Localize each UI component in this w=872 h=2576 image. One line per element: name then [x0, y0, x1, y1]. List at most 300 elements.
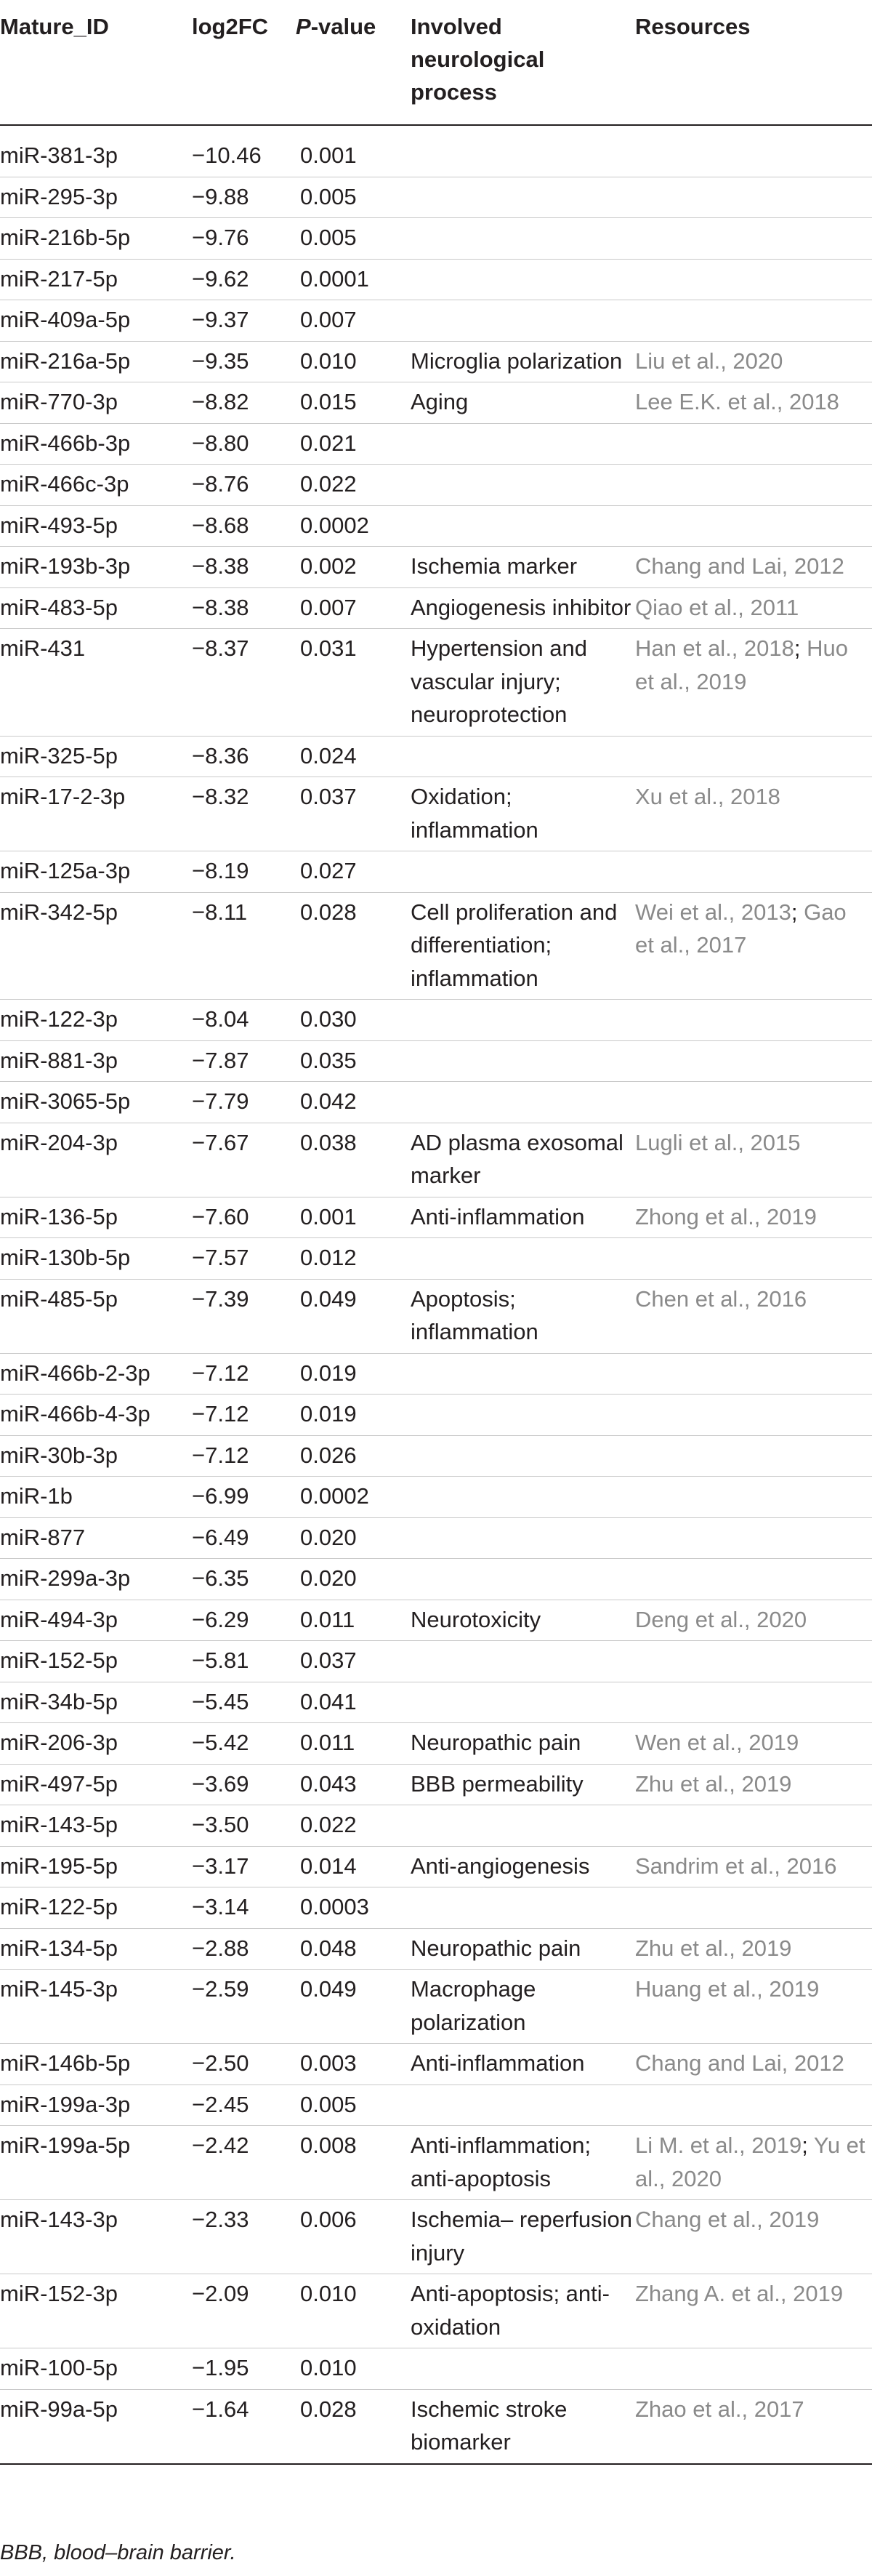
reference-link[interactable]: Deng et al., 2020 [635, 1606, 807, 1632]
reference-link[interactable]: Wei et al., 2013 [635, 899, 791, 925]
pvalue-cell: 0.020 [296, 1517, 411, 1559]
process-cell: Ischemia marker [411, 547, 635, 588]
mature-id-cell: miR-195-5p [0, 1846, 192, 1887]
log2fc-cell: −8.68 [192, 505, 296, 547]
log2fc-cell: −7.60 [192, 1197, 296, 1238]
log2fc-cell: −2.88 [192, 1928, 296, 1970]
resources-cell [635, 892, 872, 1000]
mature-id-cell: miR-466b-2-3p [0, 1353, 192, 1395]
log2fc-cell: −8.80 [192, 423, 296, 465]
table-row [0, 1517, 872, 1559]
pvalue-cell: 0.0002 [296, 505, 411, 547]
pvalue-cell: 0.021 [296, 423, 411, 465]
resources-cell [635, 177, 872, 218]
resources-cell [635, 2044, 872, 2085]
process-cell: Microglia polarization [411, 341, 635, 382]
mature-id-cell: miR-134-5p [0, 1928, 192, 1970]
pvalue-cell: 0.0001 [296, 259, 411, 300]
mature-id-cell: miR-17-2-3p [0, 777, 192, 851]
mature-id-cell: miR-342-5p [0, 892, 192, 1000]
mature-id-cell: miR-99a-5p [0, 2389, 192, 2464]
resources-cell [635, 1600, 872, 1641]
mature-id-cell: miR-483-5p [0, 587, 192, 629]
pvalue-cell: 0.037 [296, 777, 411, 851]
header-process: Involved neurological process [411, 0, 635, 125]
mature-id-cell: miR-152-5p [0, 1641, 192, 1682]
process-cell [411, 1641, 635, 1682]
log2fc-cell: −8.38 [192, 587, 296, 629]
log2fc-cell: −7.67 [192, 1123, 296, 1197]
resources-cell [635, 1641, 872, 1682]
log2fc-cell: −7.87 [192, 1040, 296, 1082]
resources-cell [635, 1846, 872, 1887]
table-row [0, 2274, 872, 2348]
table-row [0, 382, 872, 424]
reference-link[interactable]: Chang et al., 2019 [635, 2207, 820, 2232]
table-row [0, 1764, 872, 1805]
reference-link[interactable]: Zhang A. et al., 2019 [635, 2281, 844, 2306]
reference-link[interactable]: Zhu et al., 2019 [635, 1770, 792, 1797]
table-header [0, 0, 872, 125]
mature-id-cell: miR-494-3p [0, 1600, 192, 1641]
reference-link[interactable]: Chang and Lai, 2012 [635, 553, 844, 579]
mature-id-cell: miR-130b-5p [0, 1238, 192, 1280]
mature-id-cell: miR-881-3p [0, 1040, 192, 1082]
table-row [0, 2389, 872, 2464]
mature-id-cell: miR-217-5p [0, 259, 192, 300]
pvalue-cell: 0.019 [296, 1395, 411, 1436]
process-cell [411, 1040, 635, 1082]
process-cell: Anti-inflammation [411, 1197, 635, 1238]
reference-link[interactable]: Wen et al., 2019 [635, 1730, 799, 1755]
log2fc-cell: −10.46 [192, 143, 262, 168]
mature-id-cell: miR-3065-5p [0, 1082, 192, 1123]
resources-cell [635, 505, 872, 547]
pvalue-cell: 0.019 [296, 1353, 411, 1395]
process-cell [411, 1887, 635, 1929]
log2fc-cell: −3.69 [192, 1764, 296, 1805]
table-row [0, 629, 872, 737]
resources-cell [635, 259, 872, 300]
process-cell [411, 1000, 635, 1041]
resources-cell [635, 2200, 872, 2274]
table-row [0, 2044, 872, 2085]
mature-id-cell: miR-497-5p [0, 1764, 192, 1805]
pvalue-cell: 0.0003 [296, 1887, 411, 1929]
process-cell [411, 736, 635, 777]
log2fc-cell: −5.42 [192, 1723, 296, 1765]
pvalue-cell: 0.031 [296, 629, 411, 737]
resources-cell [635, 1970, 872, 2044]
mature-id-cell: miR-381-3p [0, 143, 118, 168]
log2fc-cell: −3.17 [192, 1846, 296, 1887]
table-row [0, 1970, 872, 2044]
reference-link[interactable]: Han et al., 2018 [635, 635, 794, 661]
pvalue-cell: 0.006 [296, 2200, 411, 2274]
process-cell [411, 177, 635, 218]
pvalue-cell: 0.011 [296, 1723, 411, 1765]
table-row [0, 1477, 872, 1518]
table-row [0, 423, 872, 465]
pvalue-cell: 0.037 [296, 1641, 411, 1682]
table-row [0, 1279, 872, 1353]
process-cell [411, 1517, 635, 1559]
log2fc-cell: −9.37 [192, 300, 296, 342]
process-cell [411, 259, 635, 300]
header-row [0, 0, 872, 125]
mature-id-cell: miR-325-5p [0, 736, 192, 777]
reference-separator: ; [794, 635, 807, 661]
header-resources: Resources [635, 0, 872, 125]
resources-cell [635, 587, 872, 629]
resources-cell [635, 1764, 872, 1805]
table-row [0, 587, 872, 629]
process-cell: Angiogenesis inhibitor [411, 587, 635, 629]
mature-id-cell: miR-146b-5p [0, 2044, 192, 2085]
resources-cell [635, 1682, 872, 1723]
log2fc-cell: −6.29 [192, 1600, 296, 1641]
log2fc-cell: −8.32 [192, 777, 296, 851]
log2fc-cell: −7.57 [192, 1238, 296, 1280]
table-row [0, 341, 872, 382]
resources-cell [635, 465, 872, 506]
table-row [0, 1040, 872, 1082]
log2fc-cell: −8.76 [192, 465, 296, 506]
resources-cell [635, 1238, 872, 1280]
process-cell [411, 465, 635, 506]
reference-link[interactable]: Gao et al., 2017 [635, 899, 847, 958]
table-row [0, 1000, 872, 1041]
resources-cell [635, 1517, 872, 1559]
process-cell: Neuropathic pain [411, 1928, 635, 1970]
resources-cell [635, 1723, 872, 1765]
reference-separator: ; [802, 2132, 814, 2158]
mature-id-cell: miR-152-3p [0, 2274, 192, 2348]
resources-cell [635, 423, 872, 465]
table-row [0, 2085, 872, 2126]
reference-link[interactable]: Lugli et al., 2015 [635, 1129, 801, 1155]
mature-id-cell: miR-193b-3p [0, 547, 192, 588]
log2fc-cell: −1.95 [192, 2348, 296, 2390]
log2fc-cell: −3.50 [192, 1805, 296, 1847]
mature-id-cell: miR-143-5p [0, 1805, 192, 1847]
pvalue-cell: 0.026 [296, 1435, 411, 1477]
log2fc-cell: −8.04 [192, 1000, 296, 1041]
resources-cell [635, 1082, 872, 1123]
table-row [0, 1238, 872, 1280]
pvalue-cell: 0.027 [296, 851, 411, 893]
mature-id-cell: miR-466c-3p [0, 465, 192, 506]
pvalue-cell: 0.042 [296, 1082, 411, 1123]
table-row [0, 125, 872, 177]
mature-id-cell: miR-466b-3p [0, 423, 192, 465]
log2fc-cell: −7.12 [192, 1353, 296, 1395]
log2fc-cell: −8.11 [192, 892, 296, 1000]
pvalue-cell: 0.010 [296, 2348, 411, 2390]
pvalue-cell: 0.041 [296, 1682, 411, 1723]
mature-id-cell: miR-299a-3p [0, 1559, 192, 1600]
table-row [0, 505, 872, 547]
process-cell [411, 2348, 635, 2390]
table-row [0, 1082, 872, 1123]
reference-link[interactable]: Zhu et al., 2019 [635, 1935, 792, 1961]
table-row [0, 777, 872, 851]
log2fc-cell: −8.38 [192, 547, 296, 588]
pvalue-cell: 0.035 [296, 1040, 411, 1082]
pvalue-cell: 0.015 [296, 382, 411, 424]
pvalue-cell: 0.011 [296, 1600, 411, 1641]
pvalue-cell: 0.003 [296, 2044, 411, 2085]
resources-cell [635, 1000, 872, 1041]
resources-cell [635, 1197, 872, 1238]
process-cell [411, 125, 635, 177]
mature-id-cell: miR-1b [0, 1477, 192, 1518]
table-row [0, 1559, 872, 1600]
reference-link[interactable]: Qiao et al., 2011 [635, 594, 799, 620]
process-cell [411, 1559, 635, 1600]
pvalue-cell: 0.007 [296, 587, 411, 629]
reference-link[interactable]: Zhong et al., 2019 [635, 1203, 817, 1229]
process-cell: Anti-angiogenesis [411, 1846, 635, 1887]
pvalue-cell: 0.012 [296, 1238, 411, 1280]
table-row [0, 1123, 872, 1197]
resources-cell [635, 2389, 872, 2464]
mature-id-cell: miR-125a-3p [0, 851, 192, 893]
process-cell [411, 1805, 635, 1847]
resources-cell [635, 547, 872, 588]
mature-id-cell: miR-206-3p [0, 1723, 192, 1765]
pvalue-cell: 0.043 [296, 1764, 411, 1805]
mature-id-cell: miR-295-3p [0, 177, 192, 218]
pvalue-cell: 0.022 [296, 465, 411, 506]
table-row [0, 736, 872, 777]
log2fc-cell: −7.79 [192, 1082, 296, 1123]
mature-id-cell: miR-199a-5p [0, 2126, 192, 2200]
reference-link[interactable]: Huang et al., 2019 [635, 1976, 820, 2002]
log2fc-cell: −6.49 [192, 1517, 296, 1559]
table-row [0, 2200, 872, 2274]
resources-cell [635, 1353, 872, 1395]
reference-link[interactable]: Lee E.K. et al., 2018 [635, 389, 839, 414]
process-cell [411, 1682, 635, 1723]
resources-cell [635, 1395, 872, 1436]
mature-id-cell: miR-770-3p [0, 382, 192, 424]
log2fc-cell: −2.33 [192, 2200, 296, 2274]
log2fc-cell: −5.81 [192, 1641, 296, 1682]
reference-link[interactable]: Chang and Lai, 2012 [635, 2050, 844, 2076]
pvalue-cell: 0.049 [296, 1970, 411, 2044]
process-cell: Anti-inflammation; anti-apoptosis [411, 2126, 635, 2200]
pvalue-cell: 0.022 [296, 1805, 411, 1847]
process-cell [411, 423, 635, 465]
resources-cell [635, 125, 872, 177]
log2fc-cell: −7.12 [192, 1435, 296, 1477]
log2fc-cell: −1.64 [192, 2389, 296, 2464]
table-row [0, 1353, 872, 1395]
process-cell [411, 1082, 635, 1123]
header-pvalue-suffix: -value [310, 14, 376, 39]
mature-id-cell: miR-216a-5p [0, 341, 192, 382]
reference-link[interactable]: Xu et al., 2018 [635, 784, 780, 809]
resources-cell [635, 341, 872, 382]
mature-id-cell: miR-122-5p [0, 1887, 192, 1929]
pvalue-cell: 0.010 [296, 2274, 411, 2348]
log2fc-cell: −2.50 [192, 2044, 296, 2085]
pvalue-cell: 0.048 [296, 1928, 411, 1970]
process-cell: Aging [411, 382, 635, 424]
table-row [0, 2348, 872, 2390]
log2fc-cell: −3.14 [192, 1887, 296, 1929]
resources-cell [635, 2126, 872, 2200]
reference-link[interactable]: Zhao et al., 2017 [635, 2396, 804, 2422]
reference-link[interactable]: Yu et al., 2020 [635, 2132, 865, 2191]
resources-cell [635, 382, 872, 424]
process-cell [411, 851, 635, 893]
process-cell: Apoptosis; inflammation [411, 1279, 635, 1353]
mature-id-cell: miR-409a-5p [0, 300, 192, 342]
pvalue-cell: 0.038 [296, 1123, 411, 1197]
table-row [0, 851, 872, 893]
process-cell [411, 1353, 635, 1395]
reference-separator: ; [791, 899, 804, 925]
table-row [0, 547, 872, 588]
process-cell: BBB permeability [411, 1764, 635, 1805]
pvalue-cell: 0.028 [296, 2389, 411, 2464]
mature-id-cell: miR-204-3p [0, 1123, 192, 1197]
table-row [0, 259, 872, 300]
pvalue-cell: 0.007 [296, 300, 411, 342]
mature-id-cell: miR-216b-5p [0, 218, 192, 260]
resources-cell [635, 777, 872, 851]
process-cell [411, 1238, 635, 1280]
resources-cell [635, 1887, 872, 1929]
resources-cell [635, 1805, 872, 1847]
resources-cell [635, 1928, 872, 1970]
log2fc-cell: −9.88 [192, 177, 296, 218]
pvalue-cell: 0.049 [296, 1279, 411, 1353]
mature-id-cell: miR-431 [0, 629, 192, 737]
pvalue-cell: 0.002 [296, 547, 411, 588]
process-cell: Oxidation; inflammation [411, 777, 635, 851]
table-row [0, 465, 872, 506]
log2fc-cell: −7.39 [192, 1279, 296, 1353]
process-cell: Neurotoxicity [411, 1600, 635, 1641]
reference-link[interactable]: Sandrim et al., 2016 [635, 1853, 837, 1879]
resources-cell [635, 300, 872, 342]
pvalue-cell: 0.010 [296, 341, 411, 382]
reference-link[interactable]: Liu et al., 2020 [635, 348, 783, 374]
pvalue-cell: 0.005 [296, 218, 411, 260]
table-row [0, 1928, 872, 1970]
log2fc-cell: −6.35 [192, 1559, 296, 1600]
table-row [0, 1197, 872, 1238]
table-row [0, 300, 872, 342]
mature-id-cell: miR-136-5p [0, 1197, 192, 1238]
process-cell: Macrophage polarization [411, 1970, 635, 2044]
pvalue-cell: 0.028 [296, 892, 411, 1000]
process-cell [411, 300, 635, 342]
process-cell [411, 1435, 635, 1477]
resources-cell [635, 218, 872, 260]
footnote: BBB, blood–brain barrier. [0, 2541, 236, 2564]
resources-cell [635, 1477, 872, 1518]
log2fc-cell: −9.62 [192, 259, 296, 300]
table-row [0, 1395, 872, 1436]
log2fc-cell: −2.09 [192, 2274, 296, 2348]
pvalue-cell: 0.020 [296, 1559, 411, 1600]
table-row [0, 1723, 872, 1765]
resources-cell [635, 1040, 872, 1082]
mature-id-cell: miR-122-3p [0, 1000, 192, 1041]
mature-id-cell: miR-34b-5p [0, 1682, 192, 1723]
pvalue-cell: 0.0002 [296, 1477, 411, 1518]
log2fc-cell: −8.82 [192, 382, 296, 424]
pvalue-cell: 0.005 [296, 177, 411, 218]
resources-cell [635, 851, 872, 893]
log2fc-cell: −5.45 [192, 1682, 296, 1723]
reference-link[interactable]: Huo et al., 2019 [635, 635, 848, 694]
mature-id-cell: miR-466b-4-3p [0, 1395, 192, 1436]
log2fc-cell: −7.12 [192, 1395, 296, 1436]
process-cell: Hypertension and vascular injury; neuroprotection [411, 629, 635, 737]
process-cell: Neuropathic pain [411, 1723, 635, 1765]
pvalue-cell: 0.001 [296, 1197, 411, 1238]
table-body [0, 125, 872, 2464]
log2fc-cell: −6.99 [192, 1477, 296, 1518]
mature-id-cell: miR-199a-3p [0, 2085, 192, 2126]
process-cell: Ischemia– reperfusion injury [411, 2200, 635, 2274]
table-row [0, 2126, 872, 2200]
pvalue-cell: 0.001 [300, 143, 357, 168]
reference-link[interactable]: Li M. et al., 2019 [635, 2132, 802, 2158]
log2fc-cell: −8.36 [192, 736, 296, 777]
table-row [0, 892, 872, 1000]
table-row [0, 218, 872, 260]
table-row [0, 1682, 872, 1723]
mature-id-cell: miR-145-3p [0, 1970, 192, 2044]
mature-id-cell: miR-30b-3p [0, 1435, 192, 1477]
table-row [0, 1435, 872, 1477]
resources-cell [635, 2348, 872, 2390]
reference-link[interactable]: Chen et al., 2016 [635, 1285, 807, 1312]
resources-cell [635, 2274, 872, 2348]
process-cell [411, 1395, 635, 1436]
process-cell [411, 505, 635, 547]
log2fc-cell: −8.37 [192, 629, 296, 737]
resources-cell [635, 629, 872, 737]
mature-id-cell: miR-493-5p [0, 505, 192, 547]
mature-id-cell: miR-100-5p [0, 2348, 192, 2390]
table-row [0, 1600, 872, 1641]
mature-id-cell: miR-877 [0, 1517, 192, 1559]
pvalue-cell: 0.008 [296, 2126, 411, 2200]
pvalue-cell: 0.005 [296, 2085, 411, 2126]
resources-cell [635, 1123, 872, 1197]
table-row [0, 177, 872, 218]
log2fc-cell: −2.42 [192, 2126, 296, 2200]
header-pvalue [296, 0, 411, 125]
process-cell [411, 218, 635, 260]
mature-id-cell: miR-143-3p [0, 2200, 192, 2274]
process-cell: Anti-inflammation [411, 2044, 635, 2085]
resources-cell [635, 1279, 872, 1353]
header-pvalue-p: P [296, 14, 311, 39]
log2fc-cell: −9.76 [192, 218, 296, 260]
log2fc-cell: −8.19 [192, 851, 296, 893]
resources-cell [635, 1435, 872, 1477]
process-cell [411, 2085, 635, 2126]
process-cell [411, 1477, 635, 1518]
